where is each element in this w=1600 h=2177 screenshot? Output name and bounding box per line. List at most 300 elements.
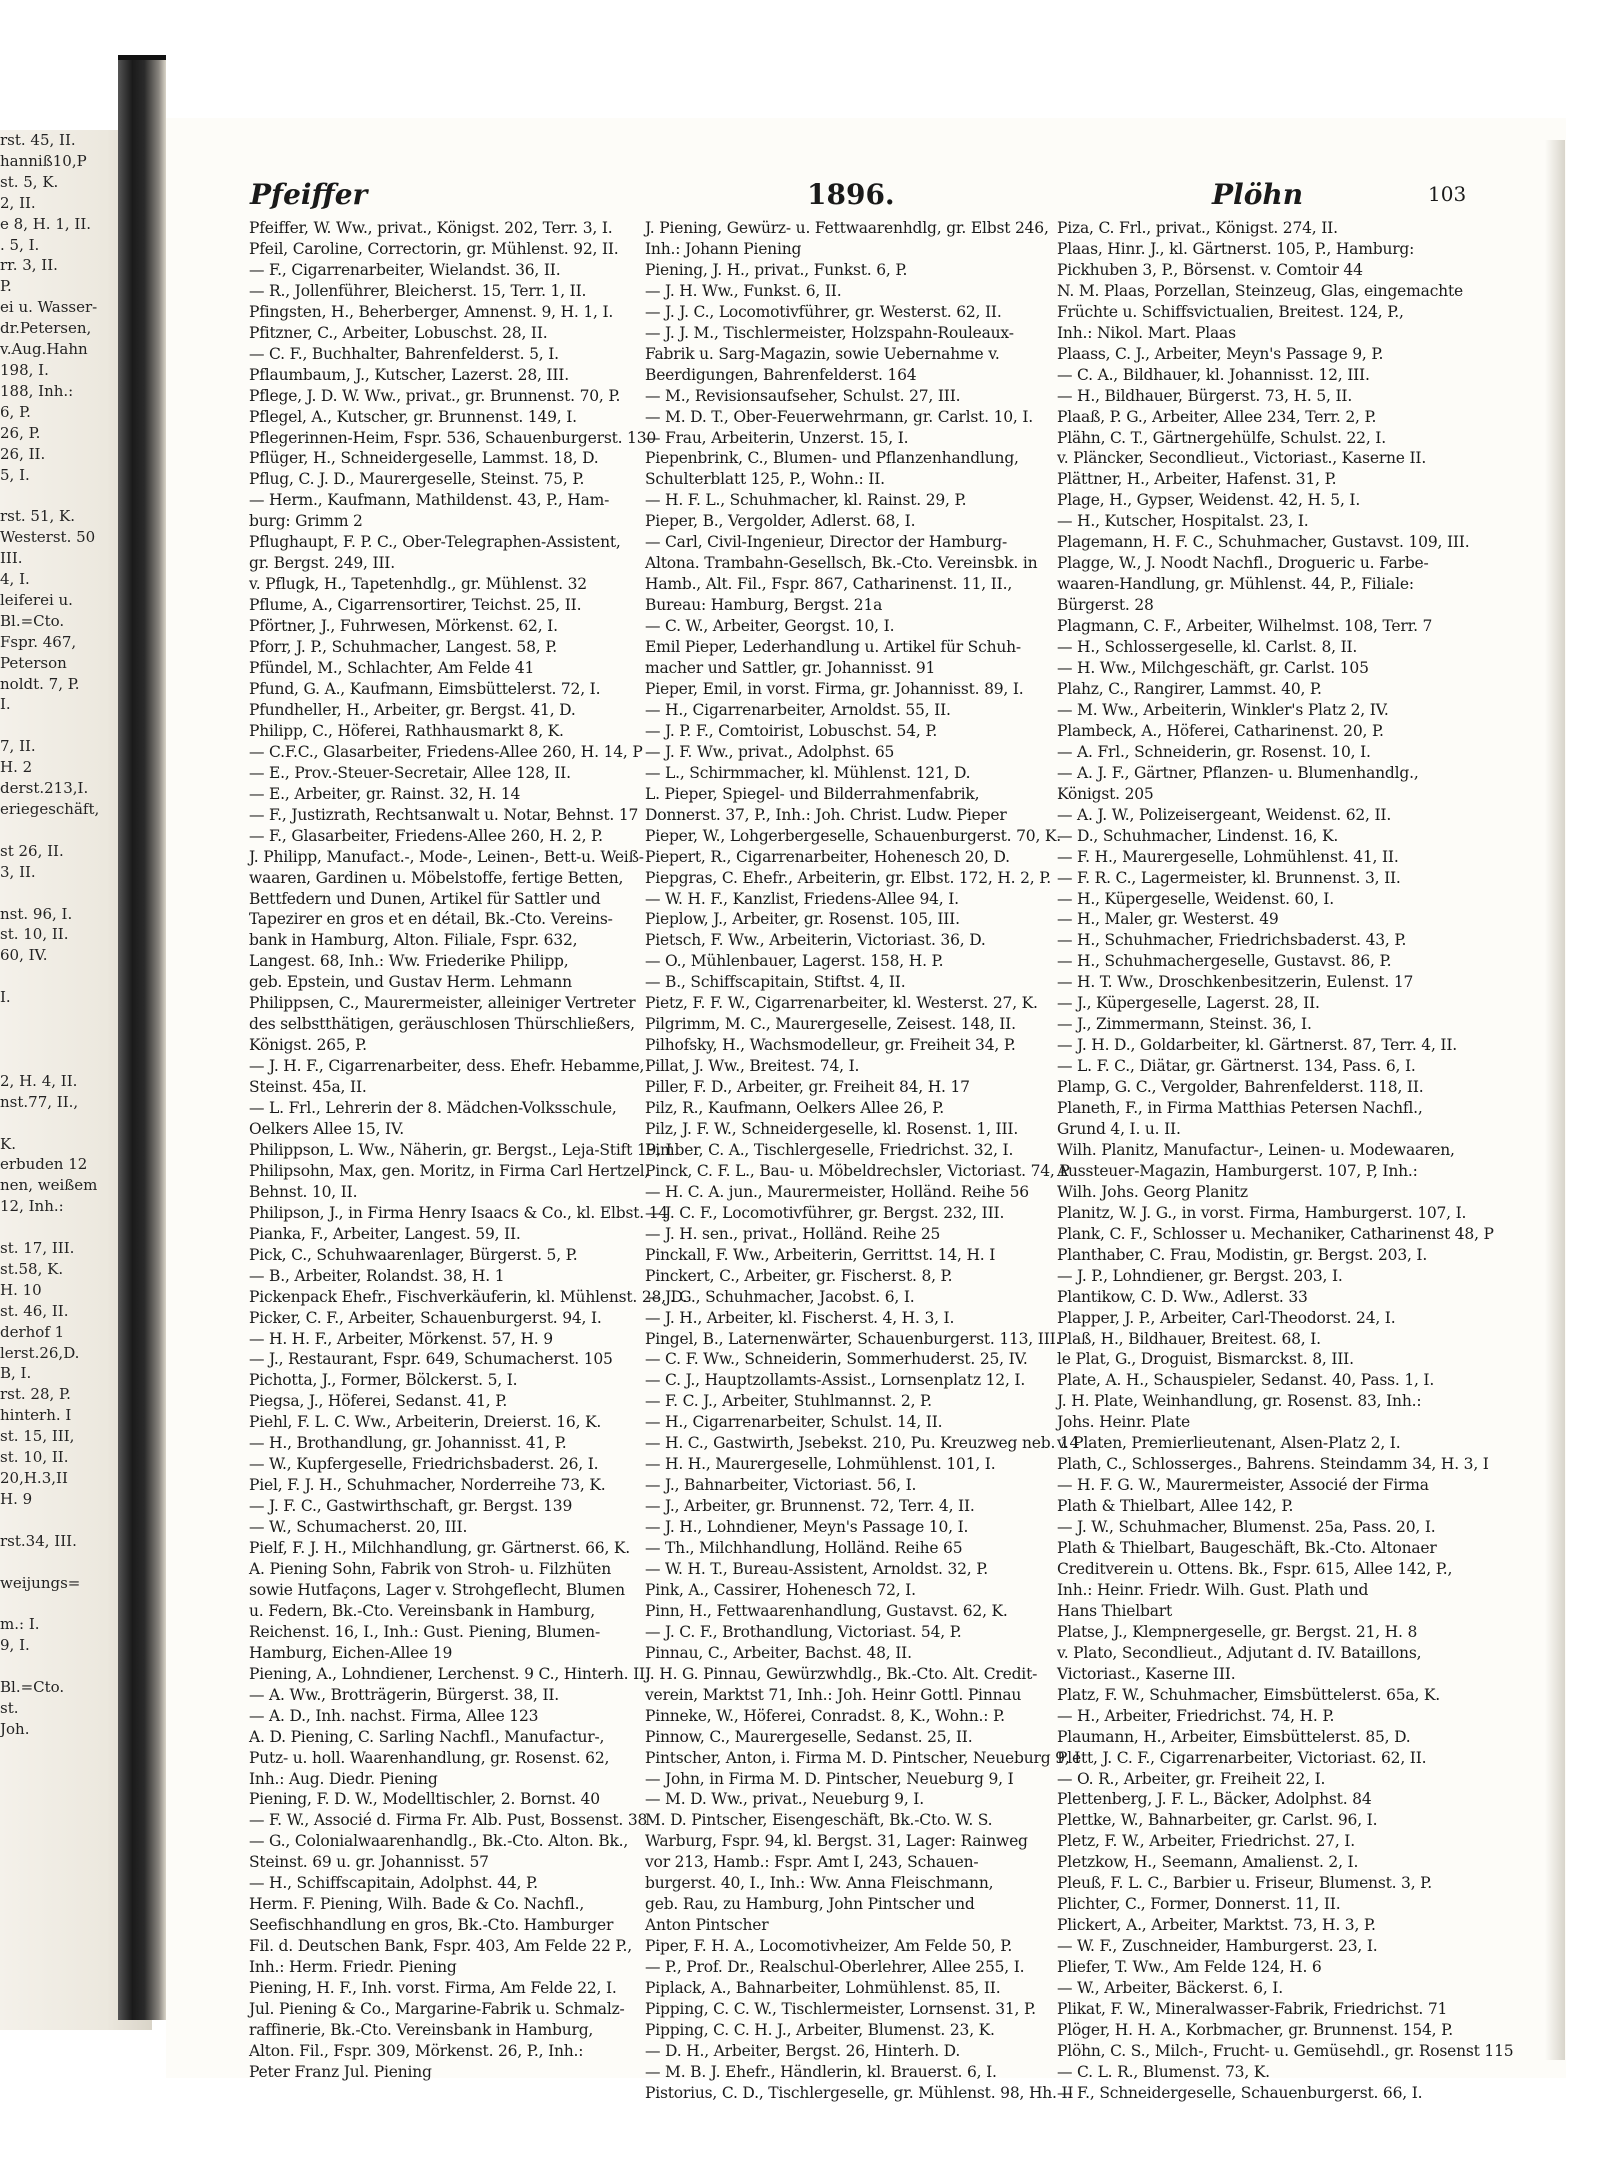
directory-entry: Pflegerinnen-Heim, Fspr. 536, Schauenburgerst. 130 [249,428,657,447]
directory-entry: v. Platen, Premierlieutenant, Alsen-Platz 2, I. [1057,1434,1401,1453]
left-fragment-line: rst. 28, P. [0,1385,71,1404]
left-fragment-line: nst.77, II., [0,1092,79,1111]
directory-entry: — L. Frl., Lehrerin der 8. Mädchen-Volksschule, [249,1099,617,1118]
left-fragment-line: hinterh. I [0,1406,72,1425]
directory-entry: Plöger, H. H. A., Korbmacher, gr. Brunnenst. 154, P. [1057,2020,1453,2039]
directory-entry: Plähn, C. T., Gärtnergehülfe, Schulst. 22, I. [1057,428,1386,447]
directory-entry: Pichotta, J., Former, Bölckerst. 5, I. [249,1371,518,1390]
left-fragment-line: e 8, H. 1, II. [0,214,92,233]
directory-entry: — R., Jollenführer, Bleicherst. 15, Terr. 1, II. [249,281,587,300]
left-fragment-line: weijungs= [0,1573,81,1592]
directory-entry: Pingel, B., Laternenwärter, Schauenburgerst. 113, III. [645,1329,1061,1348]
directory-entry: Pillat, J. Ww., Breitest. 74, I. [645,1057,860,1076]
left-fragment-line: H. 9 [0,1489,33,1508]
directory-entry: — C. W., Arbeiter, Georgst. 10, I. [645,617,895,636]
directory-entry: Plapper, J. P., Arbeiter, Carl-Theodorst. 24, I. [1057,1308,1396,1327]
directory-entry: Creditverein u. Ottens. Bk., Fspr. 615, Allee 142, P., [1057,1560,1453,1578]
directory-entry: — H., Schuhmacher, Friedrichsbaderst. 43, P. [1057,931,1407,950]
directory-entry: Philipsohn, Max, gen. Moritz, in Firma Carl Hertzel, [249,1161,650,1180]
directory-entry: Plaas, Hinr. J., kl. Gärtnerst. 105, P., Hamburg: [1057,239,1415,258]
left-fragment-line: leiferei u. [0,590,73,609]
directory-entry: — H., Bildhauer, Bürgerst. 73, H. 5, II. [1057,386,1353,405]
directory-entry: Plagemann, H. F. C., Schuhmacher, Gustavst. 109, III. [1057,533,1470,552]
directory-entry: — M. Ww., Arbeiterin, Winkler's Platz 2, IV. [1057,700,1389,719]
directory-entry: Pieper, Emil, in vorst. Firma, gr. Johannisst. 89, I. [645,679,1024,698]
left-fragment-line: hanniß10,P [0,151,87,170]
directory-entry: Plett, J. C. F., Cigarrenarbeiter, Victoriast. 62, II. [1057,1748,1427,1767]
directory-entry: — J. P. F., Comtoirist, Lobuschst. 54, P. [645,721,938,740]
directory-entry: Tapezirer en gros et en détail, Bk.-Cto. Vereins- [249,910,613,929]
directory-entry: — H. F. L., Schuhmacher, kl. Rainst. 29, P. [645,491,967,510]
left-fragment-line: 7, II. [0,737,36,756]
directory-entry: Beerdigungen, Bahrenfelderst. 164 [645,365,917,384]
directory-entry: Oelkers Allee 15, IV. [249,1119,404,1138]
directory-entry: Philipp, C., Höferei, Rathhausmarkt 8, K. [249,721,564,740]
directory-entry: Pieper, B., Vergolder, Adlerst. 68, I. [645,512,916,531]
directory-entry: Pinckert, C., Arbeiter, gr. Fischerst. 8, P. [645,1266,953,1285]
directory-entry: — J. F. C., Gastwirthschaft, gr. Bergst. 139 [249,1497,573,1516]
directory-entry: J. Philipp, Manufact.-, Mode-, Leinen-, Bett-u. Weiß- [249,847,644,866]
directory-entry: Fabrik u. Sarg-Magazin, sowie Uebernahme v. [645,344,1000,363]
directory-entry: Emil Pieper, Lederhandlung u. Artikel für Schuh- [645,638,1021,657]
directory-entry: Reichenst. 16, I., Inh.: Gust. Piening, Blumen- [249,1622,600,1641]
directory-entry: — A. J. W., Polizeisergeant, Weidenst. 62, II. [1057,805,1392,824]
directory-entry: Plaumann, H., Arbeiter, Eimsbüttelerst. 85, D. [1057,1727,1411,1746]
directory-entry: — H. H. F., Arbeiter, Mörkenst. 57, H. 9 [249,1329,553,1348]
directory-entry: — J. H., Lohndiener, Meyn's Passage 10, I. [645,1518,969,1537]
left-fragment-line: derhof 1 [0,1322,65,1341]
directory-entry: Planeth, F., in Firma Matthias Petersen Nachfl., [1057,1099,1423,1118]
left-fragment-line: 60, IV. [0,946,48,965]
left-fragment-line: st. 15, III, [0,1427,75,1446]
directory-entry: Pistorius, C. D., Tischlergeselle, gr. Mühlenst. 98, Hh. II [645,2083,1074,2102]
left-fragment-line: I. [0,695,11,714]
directory-entry: Wilh. Planitz, Manufactur-, Leinen- u. Modewaaren, [1057,1140,1455,1159]
left-fragment-line: 6, P. [0,402,31,421]
left-fragment-line: derst.213,I. [0,779,89,798]
left-fragment-line: st. [0,1698,19,1717]
directory-entry: v. Pflugk, H., Tapetenhdlg., gr. Mühlenst. 32 [249,575,587,594]
directory-entry: Alton. Fil., Fspr. 309, Mörkenst. 26, P., Inh.: [249,2041,584,2060]
directory-entry: — J. H. D., Goldarbeiter, kl. Gärtnerst. 87, Terr. 4, II. [1057,1036,1457,1055]
directory-entry: Plagmann, C. F., Arbeiter, Wilhelmst. 108, Terr. 7 [1057,617,1433,636]
directory-entry: waaren, Gardinen u. Möbelstoffe, fertige Betten, [249,868,624,887]
directory-entry: Pfeil, Caroline, Correctorin, gr. Mühlenst. 92, II. [249,239,619,258]
directory-entry: Pflüger, H., Schneidergeselle, Lammst. 18, D. [249,449,599,468]
directory-entry: — M. D. Ww., privat., Neueburg 9, I. [645,1790,924,1809]
directory-entry: — J. J. C., Locomotivführer, gr. Westerst. 62, II. [645,302,1002,321]
directory-entry: — C. F., Buchhalter, Bahrenfelderst. 5, I. [249,344,559,363]
directory-entry: — H. H., Maurergeselle, Lohmühlenst. 101, I. [645,1455,996,1474]
directory-entry: Bettfedern und Dunen, Artikel für Sattler und [249,889,601,908]
directory-entry: Piehl, F. L. C. Ww., Arbeiterin, Dreierst. 16, K. [249,1413,602,1432]
directory-entry: — J. W., Schuhmacher, Blumenst. 25a, Pass. 20, I. [1057,1518,1436,1537]
directory-entry: — J. J. M., Tischlermeister, Holzspahn-Rouleaux- [645,323,1014,342]
directory-entry: Hamburg, Eichen-Allee 19 [249,1643,453,1662]
directory-entry: Schulterblatt 125, P., Wohn.: II. [645,470,885,489]
directory-entry: Inh.: Aug. Diedr. Piening [249,1769,438,1788]
directory-entry: Plikat, F. W., Mineralwasser-Fabrik, Friedrichst. 71 [1057,2000,1448,2019]
directory-entry: Pinck, C. F. L., Bau- u. Möbeldrechsler, Victoriast. 74, P [645,1161,1070,1180]
directory-entry: Bureau: Hamburg, Bergst. 21a [645,596,883,615]
directory-entry: — J. G., Schuhmacher, Jacobst. 6, I. [645,1287,915,1306]
directory-entry: Piller, F. D., Arbeiter, gr. Freiheit 84, H. 17 [645,1078,970,1097]
directory-entry: — Frau, Arbeiterin, Unzerst. 15, I. [645,428,909,447]
directory-entry: Pfitzner, C., Arbeiter, Lobuschst. 28, II. [249,323,548,342]
directory-entry: M. D. Pintscher, Eisengeschäft, Bk.-Cto. W. S. [645,1811,993,1830]
left-fragment-line: 12, Inh.: [0,1197,64,1216]
directory-entry: Plöhn, C. S., Milch-, Frucht- u. Gemüsehdl., gr. Rosenst 115 [1057,2041,1514,2060]
directory-entry: Pinneke, W., Höferei, Conradst. 8, K., Wohn.: P. [645,1706,1005,1725]
running-head-year: 1896. [807,178,895,211]
directory-entry: L. Pieper, Spiegel- und Bilderrahmenfabrik, [645,784,980,803]
directory-entry: — J., Restaurant, Fspr. 649, Schumacherst. 105 [249,1350,613,1369]
directory-entry: Plath, C., Schlosserges., Bahrens. Steindamm 34, H. 3, I [1057,1455,1489,1474]
directory-entry: — F. H., Maurergeselle, Lohmühlenst. 41, II. [1057,847,1399,866]
directory-entry: Plagge, W., J. Noodt Nachfl., Drogueric u. Farbe- [1057,554,1429,573]
directory-entry: — J. F. Ww., privat., Adolphst. 65 [645,742,895,761]
directory-entry: Behnst. 10, II. [249,1182,358,1201]
directory-entry: Herm. F. Piening, Wilh. Bade & Co. Nachfl., [249,1895,585,1914]
left-fragment-line: st. 10, II. [0,925,69,944]
directory-entry: — J. H., Arbeiter, kl. Fischerst. 4, H. 3, I. [645,1308,955,1327]
left-fragment-line: noldt. 7, P. [0,674,80,693]
directory-entry: J. Piening, Gewürz- u. Fettwaarenhdlg, gr. Elbst 246, [645,219,1049,237]
directory-entry: geb. Epstein, und Gustav Herm. Lehmann [249,973,572,992]
left-fragment-line: Bl.=Cto. [0,1678,65,1697]
directory-entry: — Herm., Kaufmann, Mathildenst. 43, P., Ham- [249,491,610,510]
directory-entry: — H., Küpergeselle, Weidenst. 60, I. [1057,889,1334,908]
directory-entry: — H., Maler, gr. Westerst. 49 [1057,910,1279,929]
running-head-left: Pfeiffer [250,178,368,211]
directory-entry: — C. F. Ww., Schneiderin, Sommerhuderst. 25, IV. [645,1350,1028,1369]
directory-entry: — H., Schiffscapitain, Adolphst. 44, P. [249,1874,538,1893]
directory-entry: — H., Kutscher, Hospitalst. 23, I. [1057,512,1309,531]
directory-entry: macher und Sattler, gr. Johannisst. 91 [645,659,936,678]
directory-entry: Piplack, A., Bahnarbeiter, Lohmühlenst. 85, II. [645,1979,1001,1998]
left-fragment-line: Fspr. 467, [0,632,77,651]
left-fragment-line: dr.Petersen, [0,319,92,338]
left-fragment-line: rst. 45, II. [0,131,76,149]
directory-entry: Inh.: Johann Piening [645,239,802,258]
directory-entry: — H., Schuhmachergeselle, Gustavst. 86, P. [1057,952,1392,971]
left-fragment-line: 3, II. [0,862,36,881]
left-fragment-line: Westerst. 50 [0,528,96,547]
directory-entry: Pickhuben 3, P., Börsenst. v. Comtoir 44 [1057,260,1363,279]
directory-entry: — D. H., Arbeiter, Bergst. 26, Hinterh. D. [645,2041,961,2060]
directory-entry: Pliefer, T. Ww., Am Felde 124, H. 6 [1057,1958,1322,1977]
directory-entry: Piepenbrink, C., Blumen- und Pflanzenhandlung, [645,449,1019,468]
directory-entry: — B., Schiffscapitain, Stiftst. 4, II. [645,973,906,992]
directory-entry: A. D. Piening, C. Sarling Nachfl., Manufactur-, [249,1727,605,1746]
directory-entry: bank in Hamburg, Alton. Filiale, Fspr. 632, [249,931,578,950]
left-fragment-line: m.: I. [0,1615,40,1634]
directory-entry: — F. C. J., Arbeiter, Stuhlmannst. 2, P. [645,1392,932,1411]
directory-entry: — J. C. F., Brothandlung, Victoriast. 54, P. [645,1622,962,1641]
directory-entry: Planitz, W. J. G., in vorst. Firma, Hamburgerst. 107, I. [1057,1203,1467,1222]
directory-entry: Piening, A., Lohndiener, Lerchenst. 9 C., Hinterh. II. [249,1664,650,1683]
left-fragment-line: H. 2 [0,758,33,777]
directory-entry: Plaass, C. J., Arbeiter, Meyn's Passage 9, P. [1057,344,1384,363]
directory-entry: Pietz, F. F. W., Cigarrenarbeiter, kl. Westerst. 27, K. [645,994,1038,1013]
directory-entry: Jul. Piening & Co., Margarine-Fabrik u. Schmalz- [249,2000,625,2019]
directory-entry: Früchte u. Schiffsvictualien, Breitest. 124, P., [1057,302,1404,321]
directory-entry: — H., Cigarrenarbeiter, Arnoldst. 55, II. [645,700,951,719]
directory-entry: — F. R. C., Lagermeister, kl. Brunnenst. 3, II. [1057,868,1401,887]
directory-entry: Plickert, A., Arbeiter, Marktst. 73, H. 3, P. [1057,1916,1376,1935]
directory-entry: Piening, J. H., privat., Funkst. 6, P. [645,260,908,279]
directory-entry: sowie Hutfaçons, Lager v. Strohgeflecht, Blumen [249,1580,625,1599]
directory-entry: — H., Brothandlung, gr. Johannisst. 41, P. [249,1434,567,1453]
directory-entry: Plantikow, C. D. Ww., Adlerst. 33 [1057,1287,1308,1306]
directory-entry: Grund 4, I. u. II. [1057,1119,1181,1138]
directory-entry: Pilz, J. F. W., Schneidergeselle, kl. Rosenst. 1, III. [645,1119,1019,1138]
directory-entry: — J. P., Lohndiener, gr. Bergst. 203, I. [1057,1266,1343,1285]
left-fragment-line: 20,H.3,II [0,1469,68,1487]
left-fragment-line: eriegeschäft, [0,800,100,818]
directory-entry: burgerst. 40, I., Inh.: Ww. Anna Fleischmann, [645,1874,994,1893]
directory-entry: Pinnow, C., Maurergeselle, Sedanst. 25, II. [645,1727,973,1746]
directory-entry: Pipping, C. C. W., Tischlermeister, Lornsenst. 31, P. [645,2000,1036,2019]
left-fragment-line: nst. 96, I. [0,904,73,923]
directory-entry: — W., Arbeiter, Bäckerst. 6, I. [1057,1979,1283,1998]
directory-entry: Bürgerst. 28 [1057,596,1154,615]
directory-entry: — F. W., Associé d. Firma Fr. Alb. Pust, Bossenst. 38 [249,1811,648,1830]
directory-entry: Pflume, A., Cigarrensortirer, Teichst. 25, II. [249,596,582,615]
left-fragment-line: 5, I. [0,465,30,484]
directory-entry: Piegsa, J., Höferei, Sedanst. 41, P. [249,1392,508,1411]
directory-entry: — D., Schuhmacher, Lindenst. 16, K. [1057,826,1339,845]
directory-entry: — A. J. F., Gärtner, Pflanzen- u. Blumenhandlg., [1057,763,1419,782]
directory-entry: Pielf, F. J. H., Milchhandlung, gr. Gärtnerst. 66, K. [249,1539,631,1558]
left-fragment-line: Joh. [0,1719,30,1738]
directory-entry: — C.F.C., Glasarbeiter, Friedens-Allee 260, H. 14, P [249,742,643,761]
directory-entry: Königst. 205 [1057,784,1154,803]
directory-entry: J. H. Plate, Weinhandlung, gr. Rosenst. 83, Inh.: [1057,1392,1422,1411]
directory-entry: A. Piening Sohn, Fabrik von Stroh- u. Filzhüten [249,1560,612,1578]
directory-entry: — G., Colonialwaarenhandlg., Bk.-Cto. Alton. Bk., [249,1832,629,1851]
directory-entry: — O., Mühlenbauer, Lagerst. 158, H. P. [645,952,944,971]
left-fragment-line: ei u. Wasser- [0,298,98,317]
left-fragment-line: 198, I. [0,360,49,379]
directory-entry: Plath & Thielbart, Baugeschäft, Bk.-Cto. Altonaer [1057,1539,1437,1558]
directory-entry: — H., Cigarrenarbeiter, Schulst. 14, II. [645,1413,943,1432]
left-fragment-line: st. 46, II. [0,1301,69,1320]
directory-entry: Inh.: Nikol. Mart. Plaas [1057,323,1236,342]
directory-entry: Pimber, C. A., Tischlergeselle, Friedrichst. 32, I. [645,1140,1014,1159]
directory-entry: — J. H. sen., privat., Holländ. Reihe 25 [645,1224,941,1243]
directory-entry: Pieplow, J., Arbeiter, gr. Rosenst. 105, III. [645,910,960,929]
directory-entry: Pfund, G. A., Kaufmann, Eimsbüttelerst. 72, I. [249,679,601,698]
directory-entry: Seefischhandlung en gros, Bk.-Cto. Hamburger [249,1916,614,1935]
left-fragment-line: 26, II. [0,444,46,463]
directory-entry: — F., Schneidergeselle, Schauenburgerst. 66, I. [1057,2083,1423,2102]
directory-entry: vor 213, Hamb.: Fspr. Amt I, 243, Schauen- [645,1853,979,1872]
directory-entry: Pflaumbaum, J., Kutscher, Lazerst. 28, III. [249,365,569,384]
directory-entry: — John, in Firma M. D. Pintscher, Neueburg 9, I [645,1769,1014,1788]
directory-entry: Pilhofsky, H., Wachsmodelleur, gr. Freiheit 34, P. [645,1036,1016,1055]
directory-entry: — B., Arbeiter, Rolandst. 38, H. 1 [249,1266,505,1285]
directory-entry: — M., Revisionsaufseher, Schulst. 27, III. [645,386,961,405]
directory-entry: — W. H. T., Bureau-Assistent, Arnoldst. 32, P. [645,1560,989,1578]
directory-entry: Pletz, F. W., Arbeiter, Friedrichst. 27, I. [1057,1832,1355,1851]
directory-entry: Plaß, H., Bildhauer, Breitest. 68, I. [1057,1329,1321,1348]
directory-entry: Piepgras, C. Ehefr., Arbeiterin, gr. Elbst. 172, H. 2, P. [645,868,1052,887]
directory-entry: v. Pläncker, Secondlieut., Victoriast., Kaserne II. [1057,449,1427,468]
directory-entry: — J., Zimmermann, Steinst. 36, I. [1057,1015,1312,1034]
directory-entry: — C. A., Bildhauer, kl. Johannisst. 12, III. [1057,365,1370,384]
directory-entry: Pianka, F., Arbeiter, Langest. 59, II. [249,1224,521,1243]
directory-entry: Plate, A. H., Schauspieler, Sedanst. 40, Pass. 1, I. [1057,1371,1435,1390]
directory-entry: Pleuß, F. L. C., Barbier u. Friseur, Blumenst. 3, P. [1057,1874,1432,1893]
directory-entry: Piel, F. J. H., Schuhmacher, Norderreihe 73, K. [249,1476,606,1495]
directory-entry: — A. Ww., Brotträgerin, Bürgerst. 38, II. [249,1685,560,1704]
directory-entry: — F., Glasarbeiter, Friedens-Allee 260, H. 2, P. [249,826,603,845]
left-fragment-line: st 26, II. [0,841,64,860]
left-fragment-line: nen, weißem [0,1176,98,1195]
directory-entry: — F., Justizrath, Rechtsanwalt u. Notar, Behnst. 17 [249,805,639,824]
directory-entry: Philipson, J., in Firma Henry Isaacs & Co., kl. Elbst. 14 [249,1203,669,1222]
left-fragment-line: st. 5, K. [0,172,59,191]
directory-entry: Pförtner, J., Fuhrwesen, Mörkenst. 62, I. [249,617,558,636]
directory-entry: Pink, A., Cassirer, Hohenesch 72, I. [645,1580,916,1599]
directory-entry: Inh.: Heinr. Friedr. Wilh. Gust. Plath und [1057,1580,1369,1599]
left-fragment-line: III. [0,549,23,568]
directory-entry: — H. F. G. W., Maurermeister, Associé der Firma [1057,1476,1429,1495]
directory-entry: Plaaß, P. G., Arbeiter, Allee 234, Terr. 2, P. [1057,407,1377,426]
directory-entry: Fil. d. Deutschen Bank, Fspr. 403, Am Felde 22 P., [249,1937,632,1956]
directory-entry: — M. D. T., Ober-Feuerwehrmann, gr. Carlst. 10, I. [645,407,1034,426]
left-fragment-line: st. 10, II. [0,1448,69,1467]
directory-entry: Inh.: Herm. Friedr. Piening [249,1958,457,1977]
directory-entry: Pinn, H., Fettwaarenhandlung, Gustavst. 62, K. [645,1601,1008,1620]
directory-entry: Piening, H. F., Inh. vorst. Firma, Am Felde 22, I. [249,1979,617,1998]
directory-entry: — J. H. F., Cigarrenarbeiter, dess. Ehefr. Hebamme, [249,1057,645,1076]
directory-entry: — H. T. Ww., Droschkenbesitzerin, Eulenst. 17 [1057,973,1414,992]
directory-entry: Philippsen, C., Maurermeister, alleiniger Vertreter [249,994,636,1013]
directory-entry: geb. Rau, zu Hamburg, John Pintscher und [645,1895,975,1914]
directory-entry: Pietsch, F. Ww., Arbeiterin, Victoriast. 36, D. [645,931,986,950]
directory-entry: Pick, C., Schuhwaarenlager, Bürgerst. 5, P. [249,1245,578,1264]
directory-entry: — J., Küpergeselle, Lagerst. 28, II. [1057,994,1320,1013]
directory-entry: N. M. Plaas, Porzellan, Steinzeug, Glas, eingemachte [1057,281,1463,300]
directory-entry: — A. D., Inh. nachst. Firma, Allee 123 [249,1706,539,1725]
directory-entry: — H., Schlossergeselle, kl. Carlst. 8, II. [1057,638,1358,657]
left-fragment-line: 2, H. 4, II. [0,1071,78,1090]
left-fragment-line: Bl.=Cto. [0,611,65,630]
directory-entry: — H., Arbeiter, Friedrichst. 74, H. P. [1057,1706,1335,1725]
column-1 [249,218,688,2083]
directory-entry: — E., Arbeiter, gr. Rainst. 32, H. 14 [249,784,521,803]
directory-entry: — H. C., Gastwirth, Jsebekst. 210, Pu. Kreuzweg neb. 14 [645,1434,1080,1453]
directory-entry: Warburg, Fspr. 94, kl. Bergst. 31, Lager: Rainweg [645,1832,1028,1851]
directory-entry: Plichter, C., Former, Donnerst. 11, II. [1057,1895,1341,1914]
directory-entry: Plettke, W., Bahnarbeiter, gr. Carlst. 96, I. [1057,1811,1378,1830]
left-fragment-line: 2, II. [0,193,36,212]
directory-entry: — M. B. J. Ehefr., Händlerin, kl. Brauerst. 6, I. [645,2062,997,2081]
directory-entry: Piening, F. D. W., Modelltischler, 2. Bornst. 40 [249,1790,600,1809]
directory-entry: v. Plato, Secondlieut., Adjutant d. IV. Bataillons, [1057,1643,1422,1662]
directory-entry: — F., Cigarrenarbeiter, Wielandst. 36, II. [249,260,561,279]
directory-entry: Peter Franz Jul. Piening [249,2062,432,2081]
directory-entry: Pfeiffer, W. Ww., privat., Königst. 202, Terr. 3, I. [249,219,613,237]
directory-entry: Platse, J., Klempnergeselle, gr. Bergst. 21, H. 8 [1057,1622,1418,1641]
directory-entry: Plath & Thielbart, Allee 142, P. [1057,1497,1294,1516]
left-fragment-line: P. [0,277,12,296]
running-head-right: Plöhn [1212,178,1304,211]
directory-entry: Pflegel, A., Kutscher, gr. Brunnenst. 149, I. [249,407,577,426]
directory-entry: Pfündel, M., Schlachter, Am Felde 41 [249,659,535,678]
directory-entry: Pforr, J. P., Schuhmacher, Langest. 58, P. [249,638,558,657]
directory-entry: Plamp, G. C., Vergolder, Bahrenfelderst. 118, II. [1057,1078,1424,1097]
page-edge [1545,140,1565,2060]
left-fragment-line: I. [0,988,11,1007]
directory-entry: — H. Ww., Milchgeschäft, gr. Carlst. 105 [1057,659,1369,678]
directory-entry: Pintscher, Anton, i. Firma M. D. Pintscher, Neueburg 9, I [645,1748,1081,1767]
book-gutter [118,60,166,2020]
page-number: 103 [1428,182,1467,206]
directory-entry: Platz, F. W., Schuhmacher, Eimsbüttelerst. 65a, K. [1057,1685,1441,1704]
directory-entry: — J. H. Ww., Funkst. 6, II. [645,281,842,300]
directory-entry: gr. Bergst. 249, III. [249,554,395,573]
directory-entry: burg: Grimm 2 [249,512,363,531]
directory-entry: Pipping, C. C. H. J., Arbeiter, Blumenst. 23, K. [645,2020,995,2039]
directory-entry: Plättner, H., Arbeiter, Hafenst. 31, P. [1057,470,1337,489]
directory-entry: Langest. 68, Inh.: Ww. Friederike Philipp, [249,952,569,971]
directory-entry: — J., Bahnarbeiter, Victoriast. 56, I. [645,1476,917,1495]
directory-entry: — W. H. F., Kanzlist, Friedens-Allee 94, I. [645,889,959,908]
directory-entry: Donnerst. 37, P., Inh.: Joh. Christ. Ludw. Pieper [645,805,1007,824]
directory-entry: Pinnau, C., Arbeiter, Bachst. 48, II. [645,1643,912,1662]
directory-entry: u. Federn, Bk.-Cto. Vereinsbank in Hamburg, [249,1601,595,1620]
left-fragment-line: rr. 3, II. [0,256,58,275]
directory-entry: — E., Prov.-Steuer-Secretair, Allee 128, II. [249,763,571,782]
directory-entry: waaren-Handlung, gr. Mühlenst. 44, P., Filiale: [1057,575,1414,594]
directory-entry: — W., Kupfergeselle, Friedrichsbaderst. 26, I. [249,1455,599,1474]
column-3 [1057,218,1514,2104]
directory-entry: J. H. G. Pinnau, Gewürzwhdlg., Bk.-Cto. Alt. Credit- [645,1664,1038,1683]
directory-entry: Pfingsten, H., Beherberger, Amnenst. 9, H. 1, I. [249,302,614,321]
left-fragment-line: Peterson [0,653,67,672]
directory-entry: Pletzkow, H., Seemann, Amalienst. 2, I. [1057,1853,1359,1872]
directory-entry: — Th., Milchhandlung, Holländ. Reihe 65 [645,1539,963,1558]
directory-entry: Pflug, C. J. D., Maurergeselle, Steinst. 75, P. [249,470,585,489]
directory-entry: Hamb., Alt. Fil., Fspr. 867, Catharinenst. 11, II., [645,575,1013,594]
left-fragment-line: st. 17, III. [0,1239,75,1258]
directory-entry: Wilh. Johs. Georg Planitz [1057,1182,1248,1201]
left-fragment-line: lerst.26,D. [0,1343,80,1362]
directory-entry: — H. C. A. jun., Maurermeister, Holländ. Reihe 56 [645,1182,1029,1201]
directory-entry: Pfundheller, H., Arbeiter, gr. Bergst. 41, D. [249,700,576,719]
page-header [200,178,1560,212]
left-fragment-line: H. 10 [0,1280,42,1299]
left-fragment-line: 4, I. [0,570,30,589]
directory-entry: — C. J., Hauptzollamts-Assist., Lornsenplatz 12, I. [645,1371,1026,1390]
directory-entry: Plahz, C., Rangirer, Lammst. 40, P. [1057,679,1322,698]
column-2 [645,218,1081,2104]
directory-entry: — P., Prof. Dr., Realschul-Oberlehrer, Allee 255, I. [645,1958,1025,1977]
directory-entry: — C. L. R., Blumenst. 73, K. [1057,2062,1270,2081]
directory-entry: — W. F., Zuschneider, Hamburgerst. 23, I. [1057,1937,1378,1956]
directory-entry: Plage, H., Gypser, Weidenst. 42, H. 5, I. [1057,491,1361,510]
directory-entry: Steinst. 69 u. gr. Johannisst. 57 [249,1853,489,1872]
directory-entry: Hans Thielbart [1057,1601,1173,1620]
directory-entry: Putz- u. holl. Waarenhandlung, gr. Rosenst. 62, [249,1748,610,1767]
directory-entry: Plettenberg, J. F. L., Bäcker, Adolphst. 84 [1057,1790,1372,1809]
left-fragment-line: v.Aug.Hahn [0,340,88,359]
left-fragment-line: 9, I. [0,1636,30,1655]
directory-entry: — W., Schumacherst. 20, III. [249,1518,468,1537]
